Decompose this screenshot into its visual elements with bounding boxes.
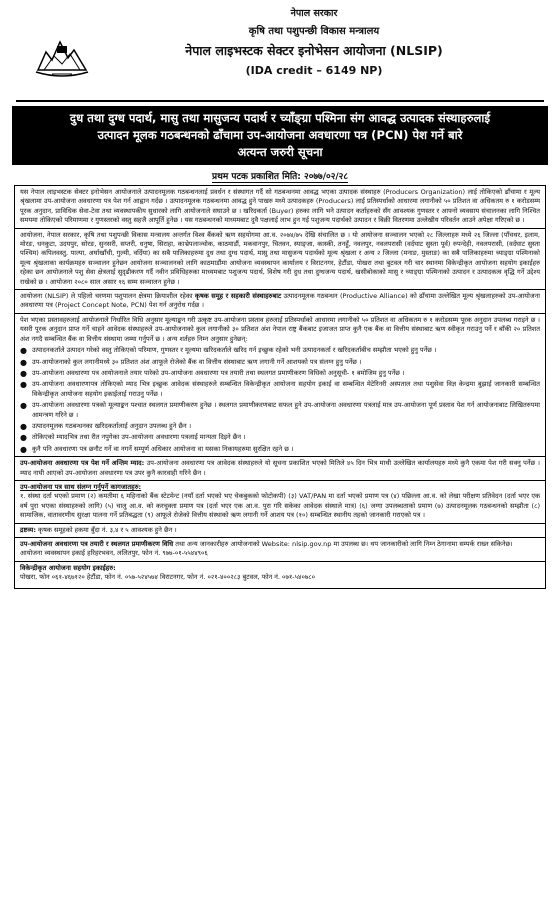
publication-date: प्रथम पटक प्रकाशित मिति: २०७७/०२/२८ bbox=[211, 172, 349, 182]
bullet-icon: ● bbox=[20, 444, 27, 454]
notice-body bbox=[14, 185, 546, 589]
banner-line-1: दुध तथा दुग्ध पदार्थ, मासु तथा मासुजन्य पदार्थ र च्याँङ्ग्रा पश्मिना संग आवद्ध उत्पादक संस्थाहरुलाई bbox=[69, 111, 491, 125]
bullet-icon: ● bbox=[20, 380, 27, 390]
intro-paragraph: यस नेपाल लाइभस्टक सेक्टर इनोभेसन आयोजनाले उत्पादनमूलक गठबन्धनलाई प्रवर्धन र संस्थागत गर्दै सो गठबन्धनमा आवद्ध भएका उत्पादक संस्थाहरु (Producers Organization) लाई तोकिएको ढाँचामा र मूल्य श्रृंखलामा उप-आयोजना अवधारणा पत्र पेश गर्न आह्वान गर्दछ । उत्पादनमूलक गठबन्धनमा आवद्ध हुने पाखरु मध्ये उत्पादकहरु (Producers) लाई प्रतिस्पर्धाको आधारमा लगानीको ५० प्रतिशत वा अधिकतम रु १ करोडसम्म पूरक अनुदान, प्राविधिक सेवा-टेवा तथा व्यवस्थापकीय सुधारको लागि आयोजनाले सघाउने छ । खरिदकर्ता (Buyer) हरुका लागि भने उत्पादन कर्ताहरुको सँग आवश्यक गुणस्तर र आफ्नो व्यवसाय संचालनका लागि निश्चित समयमा तोकिएको परिमाणमा र गुणस्तरको वस्तु सहजै आपूर्ति हुनेछ । यस गठबन्धनको माध्यमबाट दुवै पक्षलाई लाभ हुन गई पशुजन्य पदार्थको उत्पादन र बिक्री वितरणमा उल्लेखीय परिवर्तन आउने अपेक्षा गरिएको छ । bbox=[20, 188, 540, 225]
list-item: ● उत्पादनकर्ताले उत्पादन गरेको वस्तु तोकिएको परिमाण, गुणस्तर र मूल्यमा खरिदकर्ताले खरिद गर्न इच्छुक रहेको भनी उत्पादनकर्ता र खरिदकर्ताबीच सम्झौता भएको हुनु पर्नेछ । bbox=[20, 346, 437, 356]
method-paragraph: उप-आयोजना अवधारणा पत्र तयारी र स्थलगत प्रमाणीकरण विधि तथा अन्य जानकारीहरु आयोजनाको Website: nlsip.gov.np मा उपलब्ध छ। थप जानकारीको लागि निम्न ठेगानामा सम्पर्क राख्न सकिनेछ। आयोजना व्यवस्थापन इकाई हरिहरभवन, ललितपुर, फोन नं. ९७७-०१-५५४४९०६ bbox=[20, 540, 513, 558]
list-item: ● उप-आयोजना अवधारणा पत्रको मूल्याङ्कन पश्चात स्थलगत प्रमाणीकरण हुनेछ । स्थलगत प्रमाणीकरणबाट सफल हुने उप-आयोजना अवधारणा पत्रलाई मात्र उप-आयोजना पूर्ण प्रस्ताव पेश गर्न आयोजनाबाट लिखितरुपमा आमन्त्रण गरिने छ । bbox=[20, 401, 540, 419]
bullet-icon: ● bbox=[20, 368, 27, 378]
deadline-paragraph: उप-आयोजना अवधारणा पत्र पेश गर्ने अन्तिम म्याद: उप-आयोजना अवधारणा पत्र आवेदक संस्थाहरुले यो सूचना प्रकाशित भएको मितिले ४५ दिन भित्र माथी उल्लेखित कार्यालयहरु मध्ये कुनै एकमा पेश गरी सक्नु पर्नेछ । म्याद नाघी आएको उप-आयोजना अवधारणा पत्र उपर कुनै कारवाही गरिने छैन । bbox=[20, 459, 540, 477]
bullet-icon: ● bbox=[20, 401, 27, 411]
header-divider bbox=[16, 100, 544, 102]
list-item: ● उप-आयोजना अवधारणापत्र तोकिएको म्याद भित्र इच्छुक आवेदक संस्थाहरुले सम्बन्धित विकेन्द्रीकृत आयोजना सहयोग इकाई वा सम्बन्धित मेटेरिनरी अस्पताल तथा पशुसेवा विज्ञ केन्द्रमा बुझाई जानकारी सम्बन्धित विकेन्द्रीकृत आयोजना सहयोग इकाईलाई गराउनु पर्नेछ । bbox=[20, 380, 540, 398]
list-item: ● उत्पादनमूलक गठबन्धनका खरिदकर्तालाई अनुदान उपलब्ध हुने छैन । bbox=[20, 421, 192, 431]
office-address: आयोजना व्यवस्थापन इकाई हरिहरभवन, ललितपुर, फोन नं. ९७७-०१-५५४४९०६ bbox=[20, 549, 208, 558]
grant-conditions-paragraph: पेश भएका प्रस्तावहरुलाई आयोजनाले निर्धारित विधि अनुसार मूल्याङ्कन गरी उत्कृष्ट उप-आयोजना प्रस्ताव हरुलाई प्रतिस्पर्धाको आधारमा लगानीको ५० प्रतिशत वा अधिकतम रु १ करोडसम्म पूरक अनुदान उपलब्ध गराइने छ । यसरी पूरक अनुदान प्राप्त गर्ने चाहने आवेदक संस्थाहरुले उप-आयोजनाको कुल लगानीको ३० प्रतिशत अंश नेपाल राष्ट्र बैंकबाट इजाजत प्राप्त कुनै एक बैंक वा वित्तीय संस्थाबाट ऋण स्वीकृत गराउनु पर्ने र बाँकी २० प्रतिशत अंश नगदै सम्बन्धित बैंक वा वित्तीय संस्थामा जम्मा गर्नुपर्ने छ । अन्य शर्तहरु निम्न अनुसार हुनेछन्: bbox=[20, 315, 540, 343]
list-item: ● कुनै पनि अवधारणा पत्र छनौट गर्ने वा नगर्ने सम्पूर्ण अधिकार आयोजना वा यसका निकायहरुमा सुरक्षित रहने छ । bbox=[20, 444, 294, 454]
project-background-paragraph: आयोजना, नेपाल सरकार, कृषि तथा पशुपन्छी विकास मन्त्रालय अन्तर्गत विश्व बैंकको ऋण सहयोगमा आ.व. २०७४/७५ देखि संचालित छ । यो आयोजना सञ्चालन भएको २८ जिल्लाहरु मध्ये २६ जिल्ला (पाँचथर, इलाम, मोरङ, धनकुटा, उदयपुर, सोरङ, सुनसरी, सप्तरी, धनुषा, सिराहा, काभ्रेपलाञ्चोक, काठमाडौं, मकवानपुर, चितवन, स्याङ्जा, कास्की, तनहुँ, नवलपुर, नवलपरासी (वर्दघाट सुस्ता पूर्व) रुपन्देही, नवलपरासी, (वर्दघाट सुस्ता पश्चिम) कपिलवस्तु, पाल्पा, अर्घाखाँची, गुल्मी, वर्दिया) का सबै पालिकाहरुमा दुध तथा दुग्ध पदार्थ, मासु तथा मासुजन्य पदार्थको मूल्य श्रृंखला र अन्य २ जिल्ला (मनाङ, मुस्ताङ) का सबै पालिकाहरुमा च्याङ्ग्रा पश्मिनाको मूल्य श्रृंखलाका कार्यक्रमहरु सञ्चालन हुनेछन आयोजना सञ्चालनको लागि काठमाडौंमा आयोजना व्यवस्थापन कार्यालय र विराटनगर, हेटौंडा, पोखरा तथा बुटवल गरी चार स्थानमा विकेन्द्रीकृत आयोजना सहयोग इकाईहरु रहेका छन आयोजनाले पशु सेवा क्षेत्रलाई सुदृढीकरण गर्दै नवीन प्रविधिहरुका माध्यमबाट पशुजन्य पदार्थ, विशेष गरी दुध तथा दुग्धजन्य पदार्थ, खसीबोकाको मासु र च्याङ्ग्रा पश्मिनाको उत्पादन र उत्पादकत्व वृद्धि गर्ने उद्देश्य राखेको छ । आयोजना २०८० साल असार १६ सम्म सञ्चालन हुनेछ । bbox=[20, 230, 540, 286]
header bbox=[10, 6, 550, 100]
ministry-name: कृषि तथा पशुपन्छी विकास मन्त्रालय bbox=[248, 26, 380, 37]
bullet-icon: ● bbox=[20, 346, 27, 356]
conditions-list bbox=[20, 346, 540, 454]
note-paragraph: द्रष्टव्य: कृषक समूहको हकमा बुँदा नं. ३,४ र ५ आवश्यक हुने छैन । bbox=[20, 525, 177, 534]
banner-line-3: अत्यन्त जरुरी सूचना bbox=[237, 145, 323, 159]
bullet-icon: ● bbox=[20, 357, 27, 367]
credit-id: (IDA credit – 6149 NP) bbox=[245, 64, 383, 77]
bullet-icon: ● bbox=[20, 433, 27, 443]
project-name: नेपाल लाइभस्टक सेक्टर इनोभेसन आयोजना (NLSIP) bbox=[185, 43, 443, 58]
notice-banner bbox=[12, 106, 548, 165]
government-emblem-icon bbox=[34, 34, 90, 80]
invitation-paragraph: आयोजना (NLSIP) ले पहिलो चरणमा पशुपालन क्षेत्रमा क्रियाशील रहेका कृषक समूह र सहकारी संस्थाहरुबाट उत्पादनमूलक गठबन्धन (Productive Alliance) को ढाँचामा उल्लेखित मूल्य श्रृंखलाहरुको उप-आयोजना अवधारणा पत्र (Project Concept Note, PCN) पेश गर्न अनुरोध गर्दछ । bbox=[20, 292, 540, 310]
list-item: ● उप-आयोजनाको कुल लगानीमध्ये ३० प्रतिशत अंश आफूले रोजेको बैंक वा वित्तीय संस्थाबाट ऋण लगानी गर्ने आशयको पत्र संलग्न हुनु पर्नेछ । bbox=[20, 357, 362, 367]
government-name: नेपाल सरकार bbox=[290, 8, 338, 19]
list-item: ● तोकिएको म्यादभित्र तथा रीत नपुगेका उप-आयोजना अवधारणा पत्रलाई मान्यता दिइने छैन । bbox=[20, 433, 246, 443]
bullet-icon: ● bbox=[20, 421, 27, 431]
banner-line-2: उत्पादन मूलक गठबन्धनको ढाँचामा उप-आयोजना अवधारणा पत्र (PCN) पेश गर्ने बारे bbox=[97, 128, 463, 142]
required-documents-paragraph: उप-आयोजना पत्र साथ संलग्न गर्नुपर्ने कागजातहरु: १. संस्था दर्ता भएको प्रमाण (२) कमतीमा ६ महिनाको बैंक स्टेटमेन्ट (नयाँ दर्ता भएको भए चेकबुकको फोटोकपी) (३) VAT/PAN मा दर्ता भएको प्रमाण पत्र (४) पछिल्ला आ.व. को लेखा परीक्षण प्रतिवेदन (दर्ता भएर एक वर्ष पुरा भएका संस्थाहरुको लागि) (५) चालु आ.व. को करचुक्ता प्रमाण पत्र (दर्ता भएर एक आ.व. पुरा गरि सकेका आवेदक संस्थाले मात्र) (६) जग्गा उपलब्धताको प्रमाण (७) उत्पादनमूलक गठबन्धनको सम्झौता (८) सामाजिक, वातावरणीय सुरक्षा पालना गर्ने प्रतिबद्धता (९) आफूले रोजेको वित्तीय संस्थाको ऋण लगानी गर्ने आशय पत्र (१०) सम्बन्धित स्थानीय तहको जानकारी गराएको पत्र । bbox=[20, 482, 540, 520]
contacts-heading: विकेन्द्रीकृत आयोजना सहयोग इकाईहरु: bbox=[20, 563, 116, 572]
list-item: ● उप-आयोजना अवधारणा पत्र आयोजनाले तयार पारेको उप-आयोजना अवधारणा पत्र तयारी तथा स्थलगत प्रमाणीकरण विधिको अनुसूची- १ बमोजिम हुनु पर्नेछ । bbox=[20, 368, 405, 378]
contacts-paragraph: विकेन्द्रीकृत आयोजना सहयोग इकाईहरु: पोखरा, फोन ०६१-४६७१२० हेटौंडा, फोन नं. ०५७-५२४५७४ विराटनगर, फोन नं. ०२१-४००२८३ बुटवल, फोन नं. ०७१-५४०७८० bbox=[20, 563, 316, 582]
required-documents-heading: उप-आयोजना पत्र साथ संलग्न गर्नुपर्ने कागजातहरु: bbox=[20, 482, 142, 491]
